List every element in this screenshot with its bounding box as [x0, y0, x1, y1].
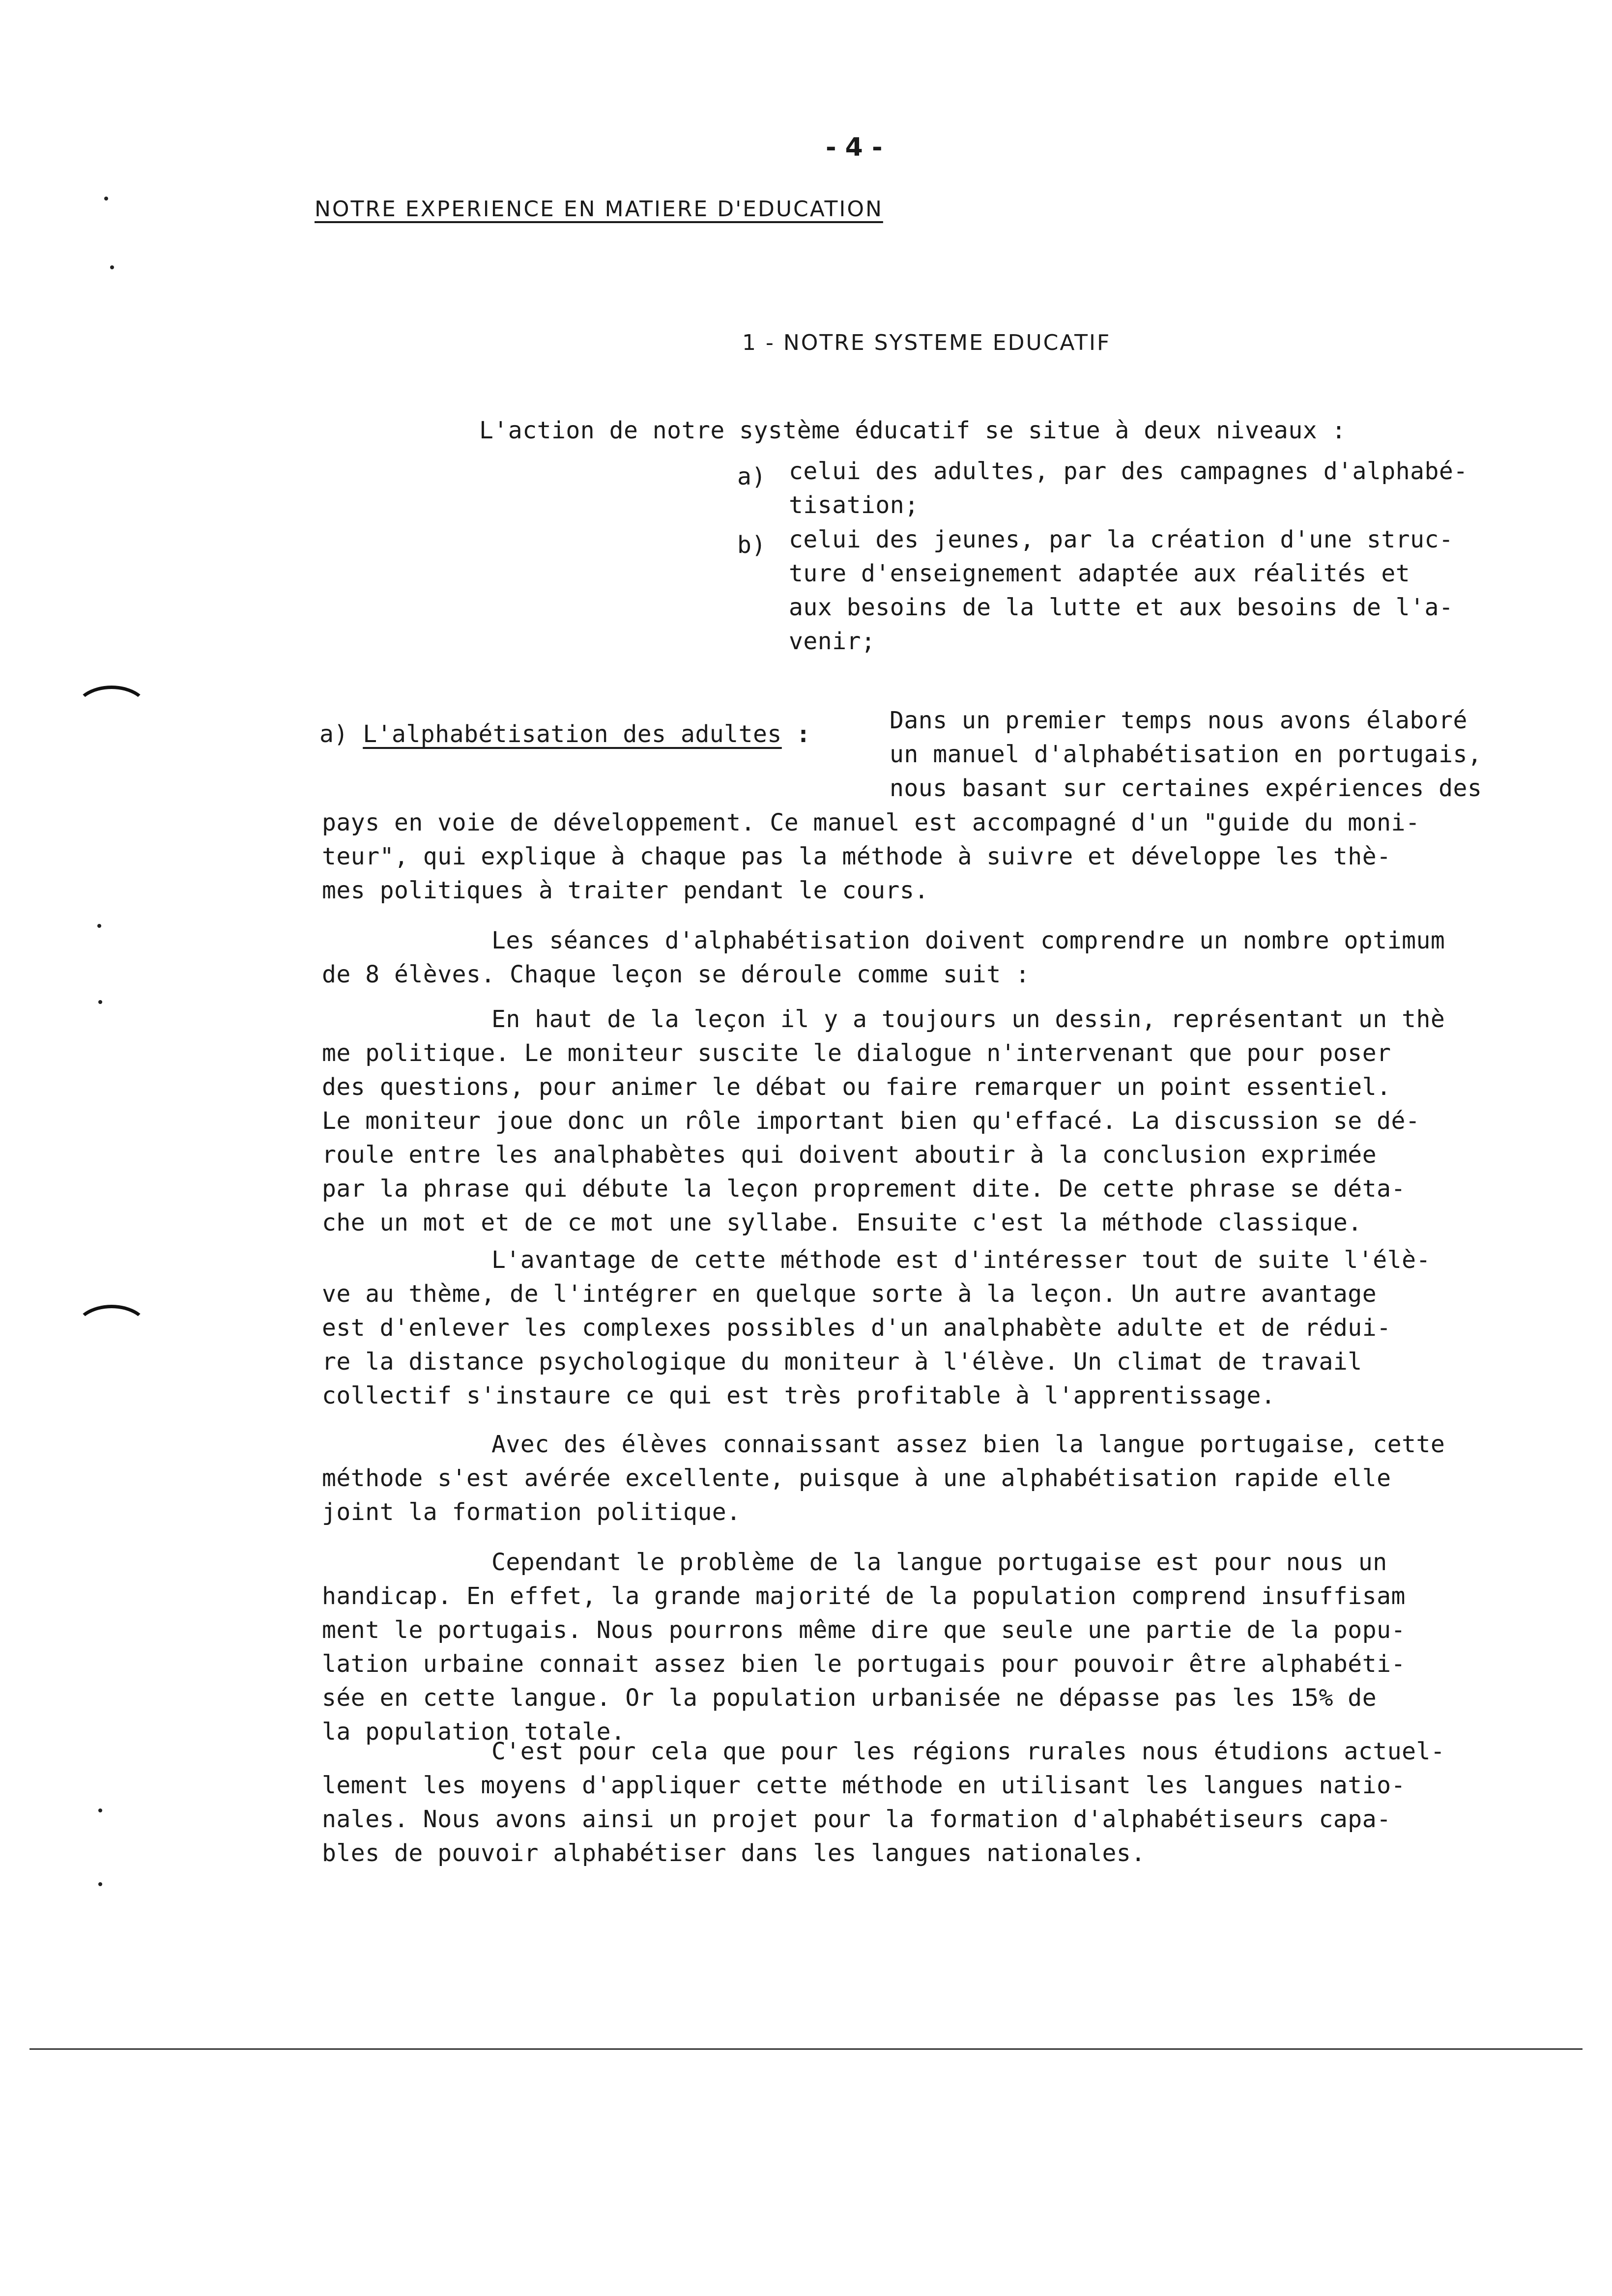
- text-line: Le moniteur joue donc un rôle important bien qu'effacé. La discussion se dé-: [322, 1107, 1420, 1135]
- text-line: me politique. Le moniteur suscite le dialogue n'intervenant que pour poser: [322, 1039, 1391, 1067]
- text-line: sée en cette langue. Or la population urbanisée ne dépasse pas les 15% de: [322, 1684, 1377, 1712]
- punch-hole-mark: [74, 686, 149, 737]
- list-marker-a: a): [737, 463, 766, 490]
- punch-hole-mark: [74, 1305, 149, 1356]
- paragraph: [322, 1003, 1445, 1240]
- footer-rule: [29, 2048, 1583, 2050]
- margin-dot: [104, 197, 108, 201]
- subsection-colon: :: [796, 720, 811, 748]
- text-line: Avec des élèves connaissant assez bien la langue portugaise, cette: [491, 1431, 1445, 1458]
- text-line: ment le portugais. Nous pourrons même dire que seule une partie de la popu-: [322, 1616, 1406, 1644]
- text-line: nous basant sur certaines expériences des: [890, 775, 1482, 802]
- margin-dot: [110, 265, 114, 269]
- text-line: nales. Nous avons ainsi un projet pour la formation d'alphabétiseurs capa-: [322, 1806, 1391, 1833]
- text-line: collectif s'instaure ce qui est très profitable à l'apprentissage.: [322, 1382, 1276, 1409]
- section-heading: 1 - NOTRE SYSTEME EDUCATIF: [742, 330, 1111, 355]
- list-item-a: [789, 455, 1468, 522]
- subsection-title: L'alphabétisation des adultes: [363, 720, 782, 748]
- subsection-body-full: [322, 806, 1420, 908]
- text-line: En haut de la leçon il y a toujours un dessin, représentant un thè: [491, 1005, 1445, 1033]
- subsection-marker: a): [319, 720, 348, 748]
- text-line: un manuel d'alphabétisation en portugais,: [890, 741, 1482, 768]
- text-line: ve au thème, de l'intégrer en quelque sorte à la leçon. Un autre avantage: [322, 1280, 1377, 1308]
- text-line: pays en voie de développement. Ce manuel est accompagné d'un "guide du moni-: [322, 809, 1420, 836]
- list-item-line: tisation;: [789, 491, 919, 519]
- text-line: de 8 élèves. Chaque leçon se déroule comme suit :: [322, 961, 1030, 988]
- subsection-body-right: [890, 704, 1482, 805]
- text-line: che un mot et de ce mot une syllabe. Ensuite c'est la méthode classique.: [322, 1209, 1362, 1236]
- paragraph: [322, 1735, 1445, 1870]
- list-item-line: ture d'enseignement adaptée aux réalités et: [789, 560, 1410, 587]
- paragraph: [322, 1428, 1445, 1529]
- subsection-label: [319, 718, 811, 751]
- text-line: lation urbaine connait assez bien le portugais pour pouvoir être alphabéti-: [322, 1650, 1406, 1678]
- list-marker-b: b): [737, 531, 766, 559]
- text-line: bles de pouvoir alphabétiser dans les langues nationales.: [322, 1839, 1146, 1867]
- text-line: teur", qui explique à chaque pas la méthode à suivre et développe les thè-: [322, 843, 1391, 870]
- page-number: - 4 -: [826, 133, 883, 162]
- page-title: NOTRE EXPERIENCE EN MATIERE D'EDUCATION: [315, 197, 883, 222]
- text-line: des questions, pour animer le débat ou faire remarquer un point essentiel.: [322, 1073, 1391, 1101]
- text-line: méthode s'est avérée excellente, puisque à une alphabétisation rapide elle: [322, 1464, 1391, 1492]
- list-item-line: aux besoins de la lutte et aux besoins de l'a-: [789, 594, 1454, 621]
- text-line: roule entre les analphabètes qui doivent aboutir à la conclusion exprimée: [322, 1141, 1377, 1169]
- list-item-line: venir;: [789, 628, 876, 655]
- paragraph: [322, 1546, 1406, 1749]
- margin-dot: [98, 1882, 102, 1886]
- paragraph: [322, 924, 1445, 992]
- text-line: lement les moyens d'appliquer cette méthode en utilisant les langues natio-: [322, 1772, 1406, 1799]
- list-item-b: [789, 523, 1453, 659]
- section-intro: L'action de notre système éducatif se situe à deux niveaux :: [479, 417, 1346, 444]
- text-line: la population totale.: [322, 1718, 626, 1746]
- text-line: re la distance psychologique du moniteur à l'élève. Un climat de travail: [322, 1348, 1362, 1376]
- text-line: handicap. En effet, la grande majorité de la population comprend insuffisam: [322, 1582, 1406, 1610]
- text-line: mes politiques à traiter pendant le cours.: [322, 877, 929, 904]
- text-line: par la phrase qui débute la leçon proprement dite. De cette phrase se déta-: [322, 1175, 1406, 1203]
- list-item-line: celui des adultes, par des campagnes d'alphabé-: [789, 458, 1468, 485]
- paragraph: [322, 1243, 1431, 1413]
- text-line: joint la formation politique.: [322, 1498, 741, 1526]
- text-line: Cependant le problème de la langue portugaise est pour nous un: [491, 1549, 1387, 1576]
- list-item-line: celui des jeunes, par la création d'une struc-: [789, 526, 1454, 553]
- text-line: Les séances d'alphabétisation doivent comprendre un nombre optimum: [491, 927, 1445, 954]
- margin-dot: [98, 1808, 102, 1812]
- text-line: Dans un premier temps nous avons élaboré: [890, 707, 1468, 734]
- margin-dot: [97, 924, 101, 928]
- text-line: L'avantage de cette méthode est d'intéresser tout de suite l'élè-: [491, 1246, 1431, 1274]
- margin-dot: [98, 1000, 102, 1004]
- text-line: est d'enlever les complexes possibles d'un analphabète adulte et de rédui-: [322, 1314, 1391, 1342]
- text-line: C'est pour cela que pour les régions rurales nous étudions actuel-: [491, 1738, 1445, 1765]
